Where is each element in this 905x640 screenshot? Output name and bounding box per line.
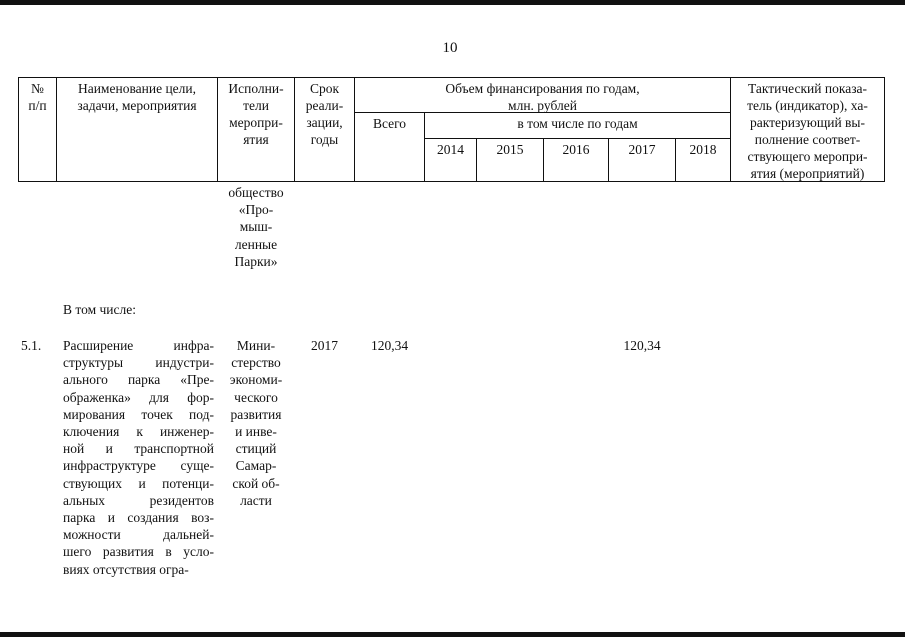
row-year-2017-value: 120,34 — [623, 338, 661, 353]
header-term — [295, 80, 354, 148]
header-text: зации, — [306, 115, 343, 130]
header-text: реали- — [305, 98, 344, 113]
text-line: шего развития в усло- — [63, 544, 214, 560]
header-year-2015: 2015 — [496, 142, 524, 157]
header-executors — [218, 80, 294, 148]
continued-executor — [218, 184, 294, 270]
table-line — [424, 138, 730, 139]
text-line: структуры индустри- — [63, 355, 214, 371]
text-line: стиций — [235, 441, 277, 457]
row-term: 2017 — [311, 338, 338, 353]
header-text: рактеризующий вы- — [749, 115, 866, 130]
header-by-years — [425, 115, 730, 132]
header-text: ятия — [243, 132, 269, 147]
text-line: парка и создания воз- — [63, 510, 214, 526]
header-text: ятия (мероприятий) — [750, 166, 865, 181]
header-text: п/п — [28, 98, 47, 113]
header-total — [355, 115, 424, 132]
row-number: 5.1. — [21, 338, 42, 353]
table-line — [884, 77, 885, 182]
bottom-rule — [0, 632, 905, 637]
header-funding — [355, 80, 730, 114]
row-name — [63, 337, 214, 578]
text-line: ального парка «Пре- — [63, 372, 214, 388]
text-line: ствующих и потенци- — [63, 475, 214, 491]
header-name — [57, 80, 217, 114]
top-rule — [0, 0, 905, 5]
header-text: Объем финансирования по годам, — [445, 81, 640, 96]
text-line: Мини- — [236, 338, 276, 353]
header-text: ствующего меропри- — [747, 149, 868, 164]
header-text: Всего — [372, 116, 407, 131]
text-line: ключения к инженер- — [63, 424, 214, 440]
subheading: В том числе: — [63, 302, 136, 317]
header-text: в том числе по годам — [517, 116, 638, 131]
header-text: задачи, мероприятия — [77, 98, 197, 113]
header-year-2017: 2017 — [628, 142, 656, 157]
text-line: ческого — [234, 389, 278, 405]
text-line: ображенка» для фор- — [63, 389, 214, 405]
header-text: тели — [243, 98, 269, 113]
header-text: годы — [310, 132, 339, 147]
text-line: ласти — [240, 492, 272, 508]
text-line: и инве- — [235, 424, 277, 440]
page-number: 10 — [442, 40, 458, 56]
text-line: общество — [228, 185, 284, 200]
text-line: ской об- — [232, 475, 280, 491]
text-line: мирования точек под- — [63, 406, 214, 422]
header-year-2016: 2016 — [562, 142, 590, 157]
header-text: полнение соответ- — [754, 132, 861, 147]
header-year-2014: 2014 — [437, 142, 464, 157]
header-year-2018: 2018 — [689, 142, 717, 157]
header-text: Исполни- — [228, 81, 284, 96]
text-line: Парки» — [234, 253, 278, 269]
header-text: Наименование цели, — [77, 81, 197, 96]
text-line: «Про- — [238, 202, 274, 218]
text-line: ленные — [234, 236, 278, 252]
text-line: Самар- — [235, 458, 277, 474]
header-text: Тактический показа- — [747, 81, 868, 96]
header-text: млн. рублей — [508, 98, 577, 113]
header-text: тель (индикатор), ха- — [747, 98, 868, 113]
text-line: инфраструктуре суще- — [63, 458, 214, 474]
text-line: экономи- — [229, 372, 283, 388]
row-executor — [218, 337, 294, 509]
text-line: альных резидентов — [63, 492, 214, 508]
text-line: развития — [230, 406, 282, 422]
text-line: Расширение инфра- — [63, 338, 214, 353]
text-line: ной и транспортной — [63, 441, 214, 457]
header-number — [19, 80, 56, 114]
header-text: меропри- — [229, 115, 283, 130]
text-line: стерство — [231, 355, 281, 371]
table-line — [18, 77, 885, 78]
header-text: № — [31, 81, 44, 96]
header-text: Срок — [309, 81, 340, 96]
text-line: можности дальней- — [63, 527, 214, 543]
text-line: мыш- — [239, 219, 273, 235]
text-line: виях отсутствия огра- — [63, 561, 189, 577]
row-total: 120,34 — [370, 338, 409, 353]
header-indicator — [731, 80, 884, 182]
